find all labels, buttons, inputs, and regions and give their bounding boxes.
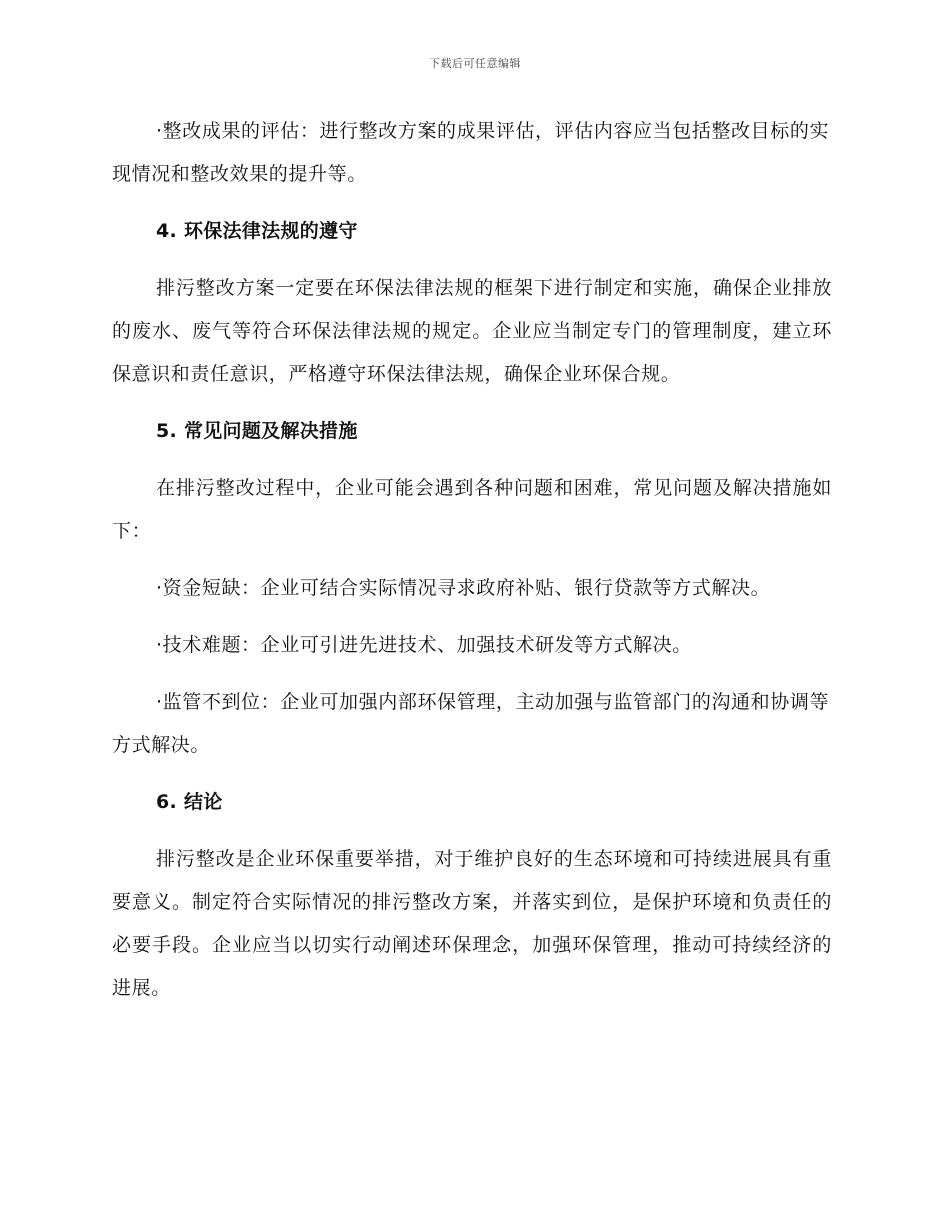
paragraph-law-compliance: 排污整改方案一定要在环保法律法规的框架下进行制定和实施，确保企业排放的废水、废气等符合环保法律法规的规定。企业应当制定专门的管理制度，建立环保意识和责任意识，严格遵守环保法律法规，确保企业环保合规。	[112, 277, 832, 385]
bullet-result-evaluation: ·整改成果的评估：进行整改方案的成果评估，评估内容应当包括整改目标的实现情况和整改效果的提升等。	[112, 120, 830, 185]
section-heading-6: 6. 结论	[156, 791, 223, 813]
paragraph-common-problems: 在排污整改过程中，企业可能会遇到各种问题和困难，常见问题及解决措施如下：	[112, 477, 832, 542]
paragraph-conclusion: 排污整改是企业环保重要举措，对于维护良好的生态环境和可持续进展具有重要意义。制定符合实际情况的排污整改方案，并落实到位，是保护环境和负责任的必要手段。企业应当以切实行动阐述环保理念，加强环保管理，推动可持续经济的进展。	[112, 848, 832, 999]
bullet-supervision: ·监管不到位：企业可加强内部环保管理，主动加强与监管部门的沟通和协调等方式解决。	[112, 691, 830, 756]
section-heading-5: 5. 常见问题及解决措施	[156, 420, 358, 442]
bullet-technical-difficulty: ·技术难题：企业可引进先进技术、加强技术研发等方式解决。	[156, 634, 692, 656]
section-heading-4: 4. 环保法律法规的遵守	[156, 220, 358, 242]
bullet-funding-shortage: ·资金短缺：企业可结合实际情况寻求政府补贴、银行贷款等方式解决。	[156, 577, 771, 599]
document-body	[112, 110, 832, 1024]
page-header: 下载后可任意编辑	[429, 57, 521, 70]
